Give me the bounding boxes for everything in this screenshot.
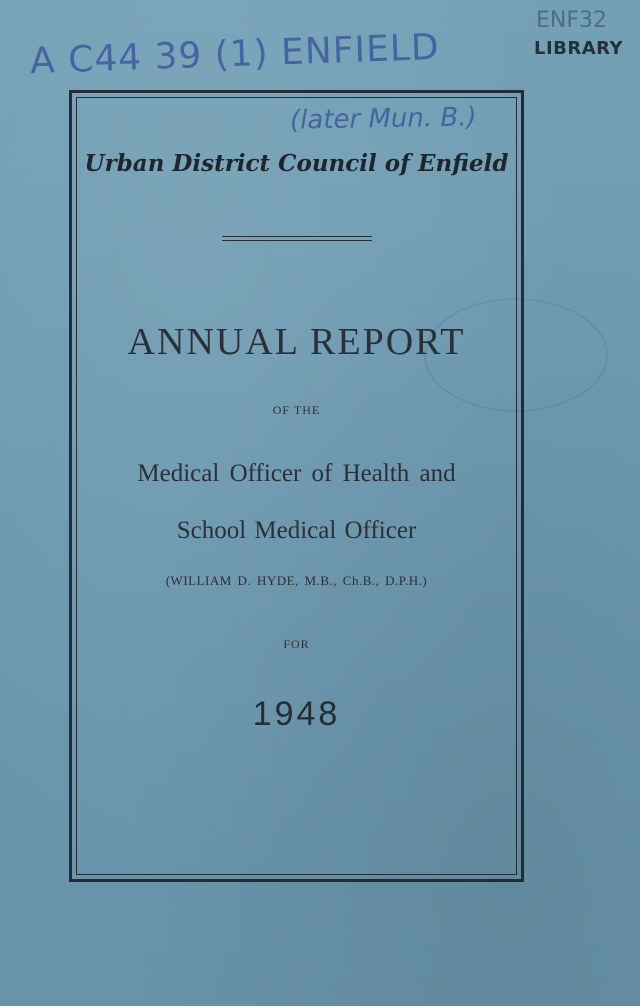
of-the-label: OF THE — [272, 403, 321, 417]
report-year: 1948 — [252, 695, 341, 733]
officer-title-line-1: Medical Officer of Health and — [137, 460, 456, 487]
handwritten-accession-note: A C44 39 (1) ENFIELD — [29, 26, 441, 83]
officer-title-line-2: School Medical Officer — [176, 517, 417, 544]
report-title: ANNUAL REPORT — [127, 321, 466, 363]
library-stamp: LIBRARY — [534, 38, 624, 59]
officer-credentials: (WILLIAM D. HYDE, M.B., Ch.B., D.P.H.) — [165, 573, 428, 588]
handwritten-later-note: (later Mun. B.) — [289, 102, 477, 136]
council-name: Urban District Council of Enfield — [84, 150, 509, 177]
for-label: FOR — [283, 637, 310, 651]
handwritten-code: ENF32 — [536, 8, 608, 33]
decorative-double-rule — [222, 236, 372, 241]
